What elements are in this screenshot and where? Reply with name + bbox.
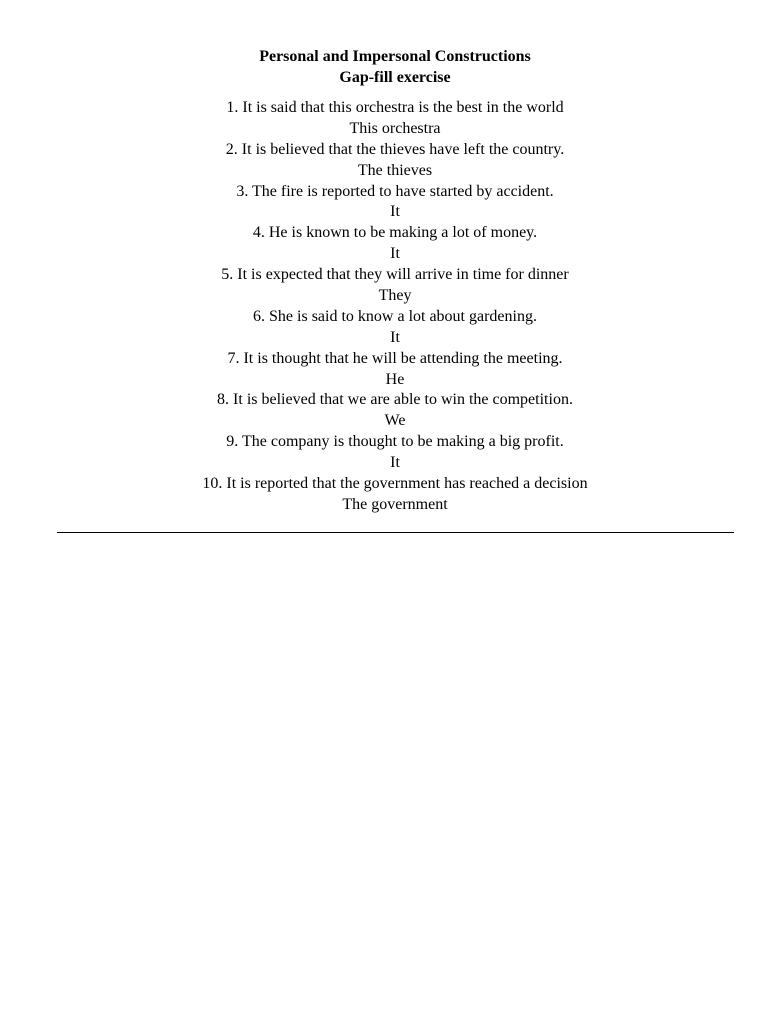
document-subtitle: Gap-fill exercise <box>339 69 451 86</box>
exercise-sentence: 7. It is thought that he will be attending the meeting. <box>227 349 563 367</box>
title-block <box>0 46 768 88</box>
exercise-prompt: This orchestra <box>349 119 441 137</box>
exercise-sentence: 6. She is said to know a lot about gardening. <box>253 307 537 325</box>
exercise-sentence: 5. It is expected that they will arrive in time for dinner <box>221 266 569 284</box>
exercise-prompt: He <box>385 370 405 388</box>
exercise-list <box>0 98 768 516</box>
exercise-sentence: 2. It is believed that the thieves have left the country. <box>225 140 565 158</box>
exercise-prompt: The thieves <box>357 161 433 179</box>
exercise-prompt: It <box>390 454 400 472</box>
exercise-prompt: It <box>390 203 400 221</box>
exercise-prompt: It <box>390 245 400 263</box>
document-title: Personal and Impersonal Constructions <box>259 48 531 65</box>
exercise-prompt: The government <box>342 495 448 513</box>
exercise-sentence: 8. It is believed that we are able to win the competition. <box>217 391 573 409</box>
exercise-sentence: 3. The fire is reported to have started by accident. <box>236 182 554 200</box>
exercise-prompt: It <box>390 328 400 346</box>
exercise-prompt: They <box>378 287 412 305</box>
exercise-sentence: 4. He is known to be making a lot of money. <box>252 224 538 242</box>
exercise-sentence: 1. It is said that this orchestra is the best in the world <box>226 99 564 116</box>
exercise-sentence: 9. The company is thought to be making a big profit. <box>226 433 564 451</box>
exercise-sentence: 10. It is reported that the government has reached a decision <box>202 475 588 493</box>
horizontal-rule <box>57 532 734 533</box>
exercise-prompt: We <box>384 412 406 430</box>
